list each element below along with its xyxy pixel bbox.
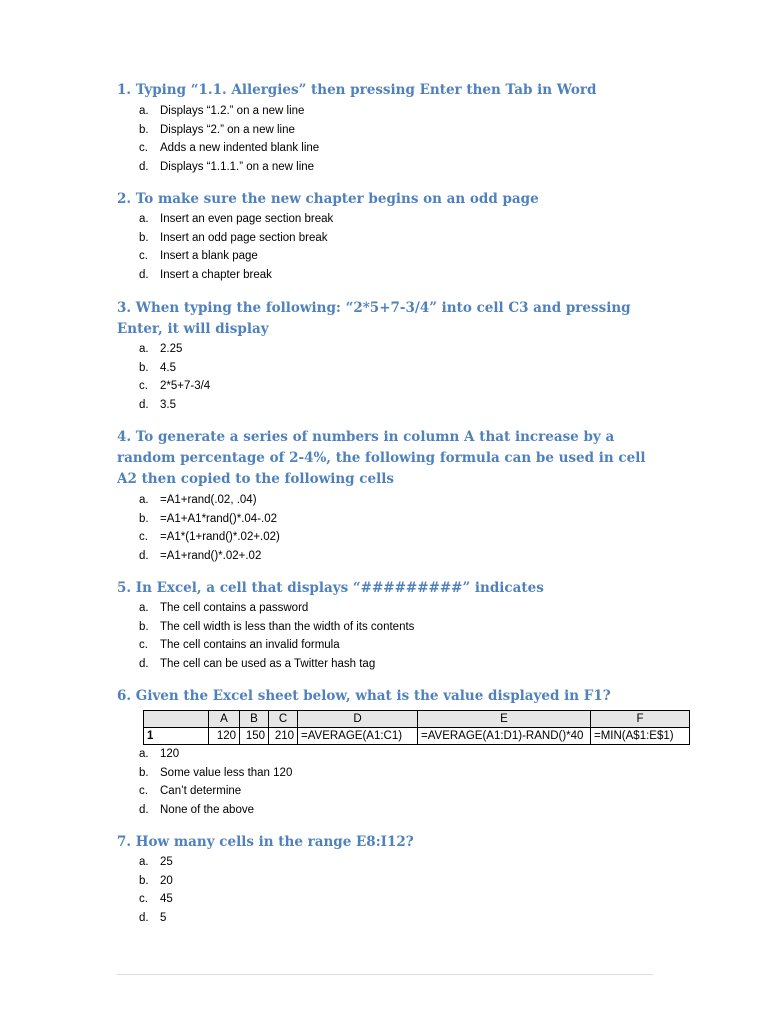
question-4-option-a [139,491,280,510]
option-text: Can’t determine [160,785,242,798]
question-6-option-c [139,782,292,801]
option-text: 3.5 [160,399,176,412]
excel-sheet-table [143,710,690,745]
option-letter: a. [139,343,149,355]
option-letter: c. [139,893,148,906]
option-letter: d. [139,804,149,817]
option-text: 20 [160,874,173,887]
option-letter: a. [139,213,149,225]
option-letter: d. [139,269,149,282]
option-letter: c. [139,785,148,798]
option-text: Insert a blank page [160,250,258,263]
option-text: Adds a new indented blank line [160,142,320,155]
excel-col-header-c: C [269,711,298,728]
option-letter: b. [139,766,149,779]
question-4-option-b [139,510,280,529]
excel-corner-cell [144,711,209,728]
option-text: None of the above [160,804,254,817]
option-text: 25 [160,856,173,868]
option-text: Displays “1.2.” on a new line [160,105,305,117]
question-5-option-c [139,636,414,655]
option-letter: a. [139,105,149,117]
question-2-option-b [139,229,333,248]
excel-cell-c1: 210 [269,728,298,745]
excel-col-header-f: F [591,711,690,728]
question-2-option-a [139,210,333,229]
excel-cell-e1: =AVERAGE(A1:D1)-RAND()*40 [418,728,591,745]
question-5-option-b [139,618,414,637]
question-7-options [139,853,173,928]
question-7-option-d [139,909,173,928]
question-1-option-d [139,158,319,177]
excel-col-header-a: A [209,711,240,728]
question-3-title: 3. When typing the following: “2*5+7-3/4” into cell C3 and pressing Enter, it will display [117,300,631,337]
question-4-options [139,491,280,566]
option-letter: c. [139,142,148,155]
option-letter: b. [139,361,149,374]
question-6-option-a [139,745,292,764]
question-5-title: 5. In Excel, a cell that displays “#########” indicates [117,580,544,596]
question-2-title: 2. To make sure the new chapter begins on an odd page [117,191,539,207]
question-5-option-d [139,655,414,674]
option-text: Displays “2.” on a new line [160,123,295,136]
option-text: 5 [160,912,167,925]
option-text: The cell contains a password [160,602,309,614]
footer-divider [117,974,653,975]
excel-col-header-b: B [240,711,269,728]
option-letter: d. [139,658,149,671]
option-letter: a. [139,748,149,760]
question-4-option-c [139,528,280,547]
question-1-option-c [139,139,319,158]
option-text: 120 [160,748,180,760]
question-1-title: 1. Typing “1.1. Allergies” then pressing Enter then Tab in Word [117,82,597,98]
option-text: 2*5+7-3/4 [160,380,211,393]
question-6-option-d [139,801,292,820]
excel-col-header-d: D [298,711,418,728]
option-letter: d. [139,399,149,412]
option-letter: b. [139,620,149,633]
question-2-option-d [139,266,333,285]
option-text: 45 [160,893,173,906]
option-text: =A1*(1+rand()*.02+.02) [160,531,280,544]
option-letter: a. [139,602,149,614]
option-letter: d. [139,161,149,174]
option-text: The cell can be used as a Twitter hash tag [160,658,376,671]
option-text: Some value less than 120 [160,766,293,779]
question-6-option-b [139,764,292,783]
option-letter: a. [139,856,149,868]
option-text: The cell width is less than the width of its contents [160,620,415,633]
question-3-option-b [139,359,210,378]
option-text: =A1+A1*rand()*.04-.02 [160,512,277,525]
option-letter: a. [139,494,149,506]
excel-cell-a1: 120 [209,728,240,745]
option-letter: b. [139,874,149,887]
option-letter: b. [139,123,149,136]
question-5-option-a [139,599,414,618]
question-3-option-c [139,377,210,396]
question-7-title: 7. How many cells in the range E8:I12? [117,834,414,850]
option-letter: c. [139,250,148,263]
excel-header-row [144,711,690,728]
excel-row-header-1: 1 [144,728,209,745]
option-letter: d. [139,912,149,925]
option-text: The cell contains an invalid formula [160,639,340,652]
question-3-option-d [139,396,210,415]
question-5-options [139,599,414,674]
question-1-options [139,102,319,177]
option-text: =A1+rand()*.02+.02 [160,550,262,563]
question-2-option-c [139,247,333,266]
option-text: Displays “1.1.1.” on a new line [160,161,315,174]
excel-cell-f1: =MIN(A$1:E$1) [591,728,690,745]
question-3-option-a [139,340,210,359]
question-6-title: 6. Given the Excel sheet below, what is the value displayed in F1? [117,688,611,704]
option-letter: c. [139,639,148,652]
question-1-option-a [139,102,319,121]
option-text: 2.25 [160,343,183,355]
question-7-option-c [139,890,173,909]
question-2-options [139,210,333,285]
question-6-options [139,745,292,820]
excel-col-header-e: E [418,711,591,728]
option-text: Insert an even page section break [160,213,334,225]
option-letter: b. [139,512,149,525]
option-letter: c. [139,380,148,393]
question-7-option-a [139,853,173,872]
question-1-option-b [139,121,319,140]
option-text: =A1+rand(.02, .04) [160,494,257,506]
option-text: 4.5 [160,361,176,374]
option-letter: c. [139,531,148,544]
excel-data-row [144,728,690,745]
option-letter: b. [139,231,149,244]
excel-cell-d1: =AVERAGE(A1:C1) [298,728,418,745]
question-4-title: 4. To generate a series of numbers in column A that increase by a random percentage of 2-4%, the following formula can be used in cell A2 then copied to the following cells [117,429,646,487]
question-7-option-b [139,872,173,891]
option-letter: d. [139,550,149,563]
option-text: Insert a chapter break [160,269,272,282]
excel-cell-b1: 150 [240,728,269,745]
question-4-option-d [139,547,280,566]
question-3-options [139,340,210,415]
option-text: Insert an odd page section break [160,231,328,244]
